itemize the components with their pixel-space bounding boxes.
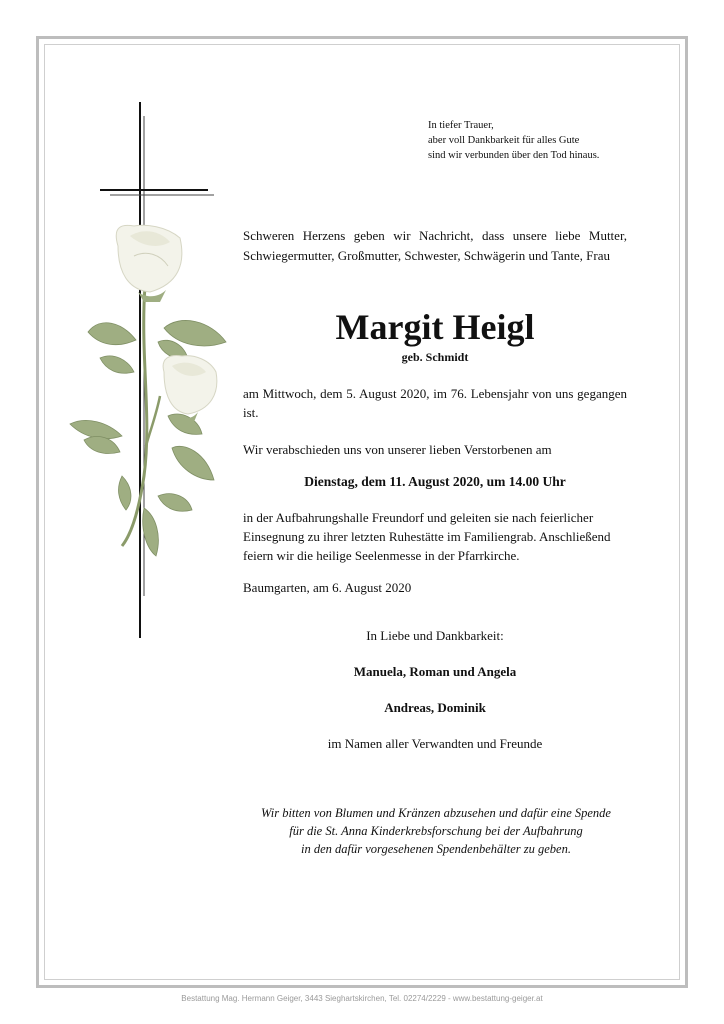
death-notice: am Mittwoch, dem 5. August 2020, im 76. Lebensjahr von uns gegangen ist. — [243, 386, 627, 420]
ceremony-text: in der Aufbahrungshalle Freundorf und geleiten sie nach feierlicher Einsegnung zu ihrer letzten Ruhestätte im Familiengrab. Anschließend feiern wir die heilige Seelenmesse in der Pfarrkirche. — [243, 510, 611, 563]
motto — [428, 118, 599, 163]
request-line: Wir bitten von Blumen und Kränzen abzusehen und dafür eine Spende — [261, 806, 611, 820]
motto-line: aber voll Dankbarkeit für alles Gute — [428, 135, 580, 146]
request-line: für die St. Anna Kinderkrebsforschung bei der Aufbahrung — [289, 824, 583, 838]
rose-bloom-top — [116, 225, 182, 302]
request-line: in den dafür vorgesehenen Spendenbehälter zu geben. — [301, 842, 571, 856]
motto-line: sind wir verbunden über den Tod hinaus. — [428, 150, 600, 161]
place-date: Baumgarten, am 6. August 2020 — [243, 580, 412, 595]
cross-icon — [60, 96, 250, 656]
cross-with-rose — [60, 96, 250, 656]
mourners-heading: In Liebe und Dankbarkeit: — [366, 628, 504, 643]
donation-request — [236, 804, 636, 858]
rose-bloom-bottom — [163, 356, 217, 422]
mourners-group: Andreas, Dominik — [384, 700, 486, 715]
intro-text: Schweren Herzens geben wir Nachricht, dass unsere liebe Mutter, Schwiegermutter, Großmutter, Schwester, Schwägerin und Tante, Frau — [243, 228, 627, 263]
farewell-text: Wir verabschieden uns von unserer lieben Verstorbenen am — [243, 442, 552, 457]
mourners-group: Manuela, Roman und Angela — [353, 664, 517, 679]
funeral-date: Dienstag, dem 11. August 2020, um 14.00 Uhr — [304, 474, 566, 489]
maiden-name: geb. Schmidt — [401, 350, 469, 364]
deceased-name: Margit Heigl — [335, 307, 535, 347]
mourners-closing: im Namen aller Verwandten und Freunde — [327, 736, 543, 751]
footer-text: Bestattung Mag. Hermann Geiger, 3443 Sieghartskirchen, Tel. 02274/2229 - www.bestattung-geiger.at — [181, 994, 543, 1003]
motto-line: In tiefer Trauer, — [428, 120, 494, 131]
